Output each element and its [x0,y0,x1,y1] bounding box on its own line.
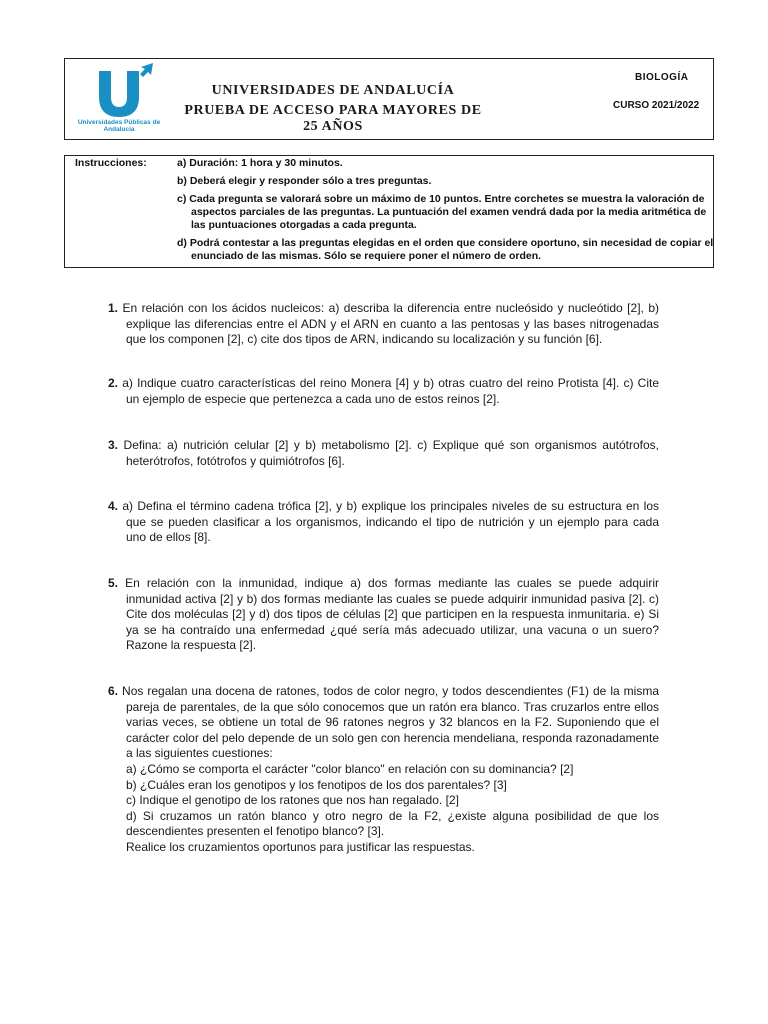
question-number: 4. [108,499,119,513]
question-number: 2. [108,376,119,390]
question-text: En relación con los ácidos nucleicos: a) describa la diferencia entre nucleósido y nucleótido [2], b) explique las diferencias entre el ADN y el ARN en cuanto a las pentosas y las bases nitrogenadas que los componen [2], c) cite dos tipos de ARN, indicando su localización y su función [6]. [122,301,659,347]
u-logo-icon [77,63,161,119]
question-number: 3. [108,438,119,452]
question-text: Nos regalan una docena de ratones, todos de color negro, y todos descendientes (F1) de la misma pareja de parentales, de la que sólo conocemos que un ratón era blanco. Tras cruzarlos entre ellos varias veces, se obtiene un total de 96 ratones negros y 32 blancos en la F2. Suponiendo que el carácter color del pelo depende de un solo gen con herencia mendeliana, responda razonadamente a las siguientes cuestiones: [122,684,660,761]
question-text: a) Indique cuatro características del reino Monera [4] y b) otras cuatro del reino Protista [4]. c) Cite un ejemplo de especie que pertenezca a cada uno de estos reinos [2]. [122,376,659,406]
question-number: 5. [108,576,119,590]
question-text: a) Defina el término cadena trófica [2], y b) explique los principales niveles de su estructura en los que se pueden clasificar a los organismos, indicando el tipo de nutrición y un ejemplo para cada uno de ellos [8]. [122,499,659,545]
question-number: 6. [108,684,119,698]
page-title: UNIVERSIDADES DE ANDALUCÍA [211,83,455,98]
university-logo [73,63,165,137]
subject-label: BIOLOGÍA [635,72,689,83]
question-subpart: b) ¿Cuáles eran los genotipos y los fenotipos de los dos parentales? [3] [126,777,507,792]
logo-text: Universidades Públicas de Andalucía [77,119,161,133]
instruction-item: c) Cada pregunta se valorará sobre un máximo de 10 puntos. Entre corchetes se muestra la valoración de aspectos parciales de las preguntas. La puntuación del examen vendrá dada por la media aritmética de las puntuaciones otorgadas a cada pregunta. [177,193,707,231]
question-text: Defina: a) nutrición celular [2] y b) metabolismo [2]. c) Explique qué son organismos autótrofos, heterótrofos, fotótrofos y quimiótrofos [6]. [123,438,659,468]
exam-header [64,58,714,140]
question-5 [108,576,659,654]
question-number: 1. [108,301,119,315]
question-subpart: d) Si cruzamos un ratón blanco y otro negro de la F2, ¿existe alguna posibilidad de que los descendientes presenten el fenotipo blanco? [3]. [126,808,659,839]
instruction-item: d) Podrá contestar a las preguntas elegidas en el orden que considere oportuno, sin necesidad de copiar el enunciado de las mismas. Sólo se requiere poner el número de orden. [177,237,714,262]
page-subtitle: PRUEBA DE ACCESO PARA MAYORES DE 25 AÑOS [184,103,482,134]
question-subpart: Realice los cruzamientos oportunos para justificar las respuestas. [126,839,475,854]
question-text: En relación con la inmunidad, indique a) dos formas mediante las cuales se puede adquirir inmunidad activa [2] y b) dos formas mediante las cuales se puede adquirir inmunidad pasiva [2]. c) Cite dos moléculas [2] y d) dos tipos de células [2] que participen en la respuesta inmunitaria. e) Si ya se ha contraído una enfermedad ¿qué sería más adecuado utilizar, una vacuna o un suero? Razone la respuesta [2]. [125,576,659,653]
question-subpart: a) ¿Cómo se comporta el carácter "color blanco" en relación con su dominancia? [2] [126,761,574,776]
question-6 [108,684,659,856]
question-3 [108,438,659,469]
instructions-label: Instrucciones: [75,157,147,169]
instructions-box [64,155,714,268]
question-4 [108,499,659,546]
question-subpart: c) Indique el genotipo de los ratones que nos han regalado. [2] [126,793,459,808]
question-2 [108,376,659,407]
course-label: CURSO 2021/2022 [613,100,700,111]
question-1 [108,301,659,348]
instruction-item: b) Deberá elegir y responder sólo a tres preguntas. [177,175,432,187]
instruction-item: a) Duración: 1 hora y 30 minutos. [177,157,343,169]
